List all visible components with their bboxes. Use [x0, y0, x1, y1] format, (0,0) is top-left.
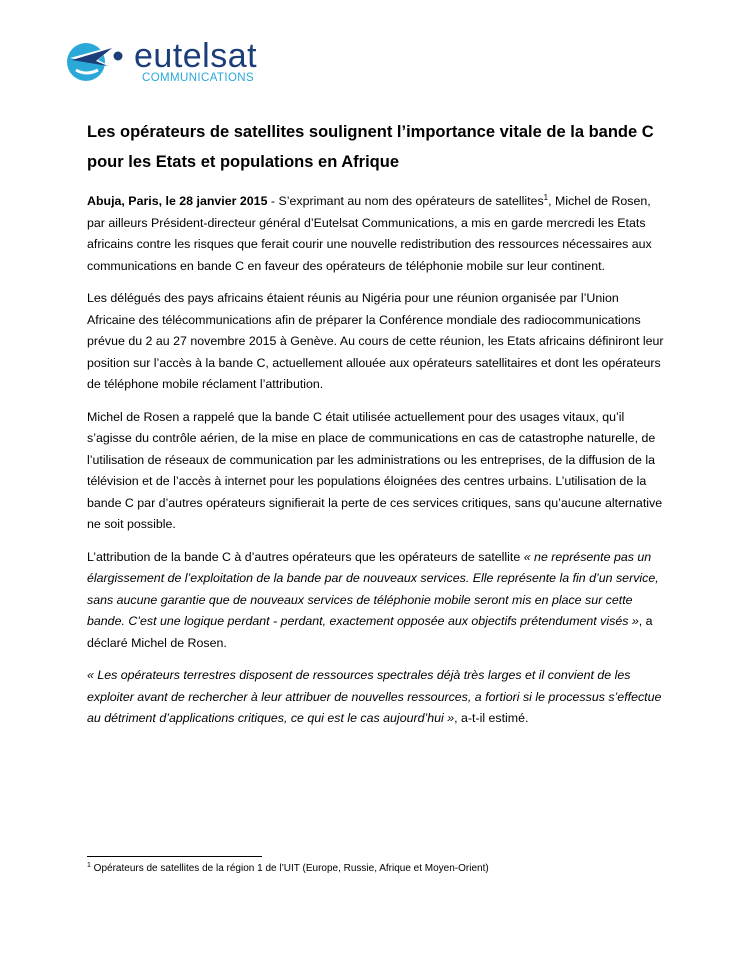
terrestrial-quote: « Les opérateurs terrestres disposent de ressources spectrales déjà très larges et il convient de les exploiter avant de rechercher à leur attribuer de nouvelles ressources, a fortiori si le processus s’effectue au détriment d’applications critiques, ce qui est le cas aujourd’hui » — [87, 668, 662, 725]
attribution-text-a: L’attribution de la bande C à d’autres opérateurs que les opérateurs de satellite — [87, 549, 524, 564]
footnote-text: Opérateurs de satellites de la région 1 de l’UIT (Europe, Russie, Afrique et Moyen-Orient) — [90, 863, 489, 874]
footnote — [87, 862, 667, 876]
eutelsat-logo — [62, 36, 292, 88]
page-title: Les opérateurs de satellites soulignent l’importance vitale de la bande C pour les Etats et populations en Afrique — [87, 123, 654, 171]
paragraph-delegates: Les délégués des pays africains étaient réunis au Nigéria pour une réunion organisée par l’Union Africaine des télécommunications afin de préparer la Conférence mondiale des radiocommunications prévue du 2 au 27 novembre 2015 à Genève. Au cours de cette réunion, les Etats africains définiront leur position sur l’accès à la bande C, actuellement allouée aux opérateurs satellitaires et dont les opérateurs de téléphone mobile réclament l’attribution. — [87, 291, 664, 391]
footnote-marker: 1 — [87, 862, 91, 869]
dateline: Abuja, Paris, le 28 janvier 2015 — [87, 194, 268, 208]
paragraph-uses: Michel de Rosen a rappelé que la bande C était utilisée actuellement pour des usages vitaux, qu’il s’agisse du contrôle aérien, de la mise en place de communications en cas de catastrophe naturelle, de l’utilisation de réseaux de communication par les administrations ou les entreprises, de la diffusion de la télévision et de l’accès à internet pour les populations éloignées des centres urbains. L’utilisation de la bande C par d’autres opérateurs signifierait la perte de ces services critiques, sans qu’aucune alternative ne soit possible. — [87, 409, 663, 531]
footnote-divider — [87, 856, 262, 857]
press-release-body — [87, 117, 667, 741]
paragraph-intro — [87, 191, 667, 277]
paragraph-terrestrial — [87, 665, 667, 730]
footnote-reference: 1 — [543, 193, 549, 202]
intro-text-b: , Michel de Rosen, par ailleurs Président-directeur général d’Eutelsat Communications, a mis en garde mercredi les Etats africains contre les risques que ferait courir une nouvelle redistribution des ressources nécessaires aux communications en bande C en faveur des opérateurs de téléphonie mobile sur leur continent. — [87, 194, 652, 273]
logo-subtitle: COMMUNICATIONS — [142, 72, 255, 84]
logo-wordmark: eutelsat — [134, 37, 258, 75]
eutelsat-logo-icon — [62, 36, 124, 84]
paragraph-attribution — [87, 547, 667, 655]
intro-text-a: - S’exprimant au nom des opérateurs de satellites — [267, 194, 544, 208]
attribution-quote: « ne représente pas un élargissement de l’exploitation de la bande par de nouveaux services. Elle représente la fin d’un service, sans aucune garantie que de nouveaux services de téléphonie mobile seront mis en place sur cette bande. C’est une logique perdant - perdant, exactement opposée aux objectifs prétendument visés » — [87, 549, 659, 628]
terrestrial-text-b: , a-t-il estimé. — [454, 711, 529, 725]
attribution-text-b: , a déclaré Michel de Rosen. — [87, 614, 653, 650]
